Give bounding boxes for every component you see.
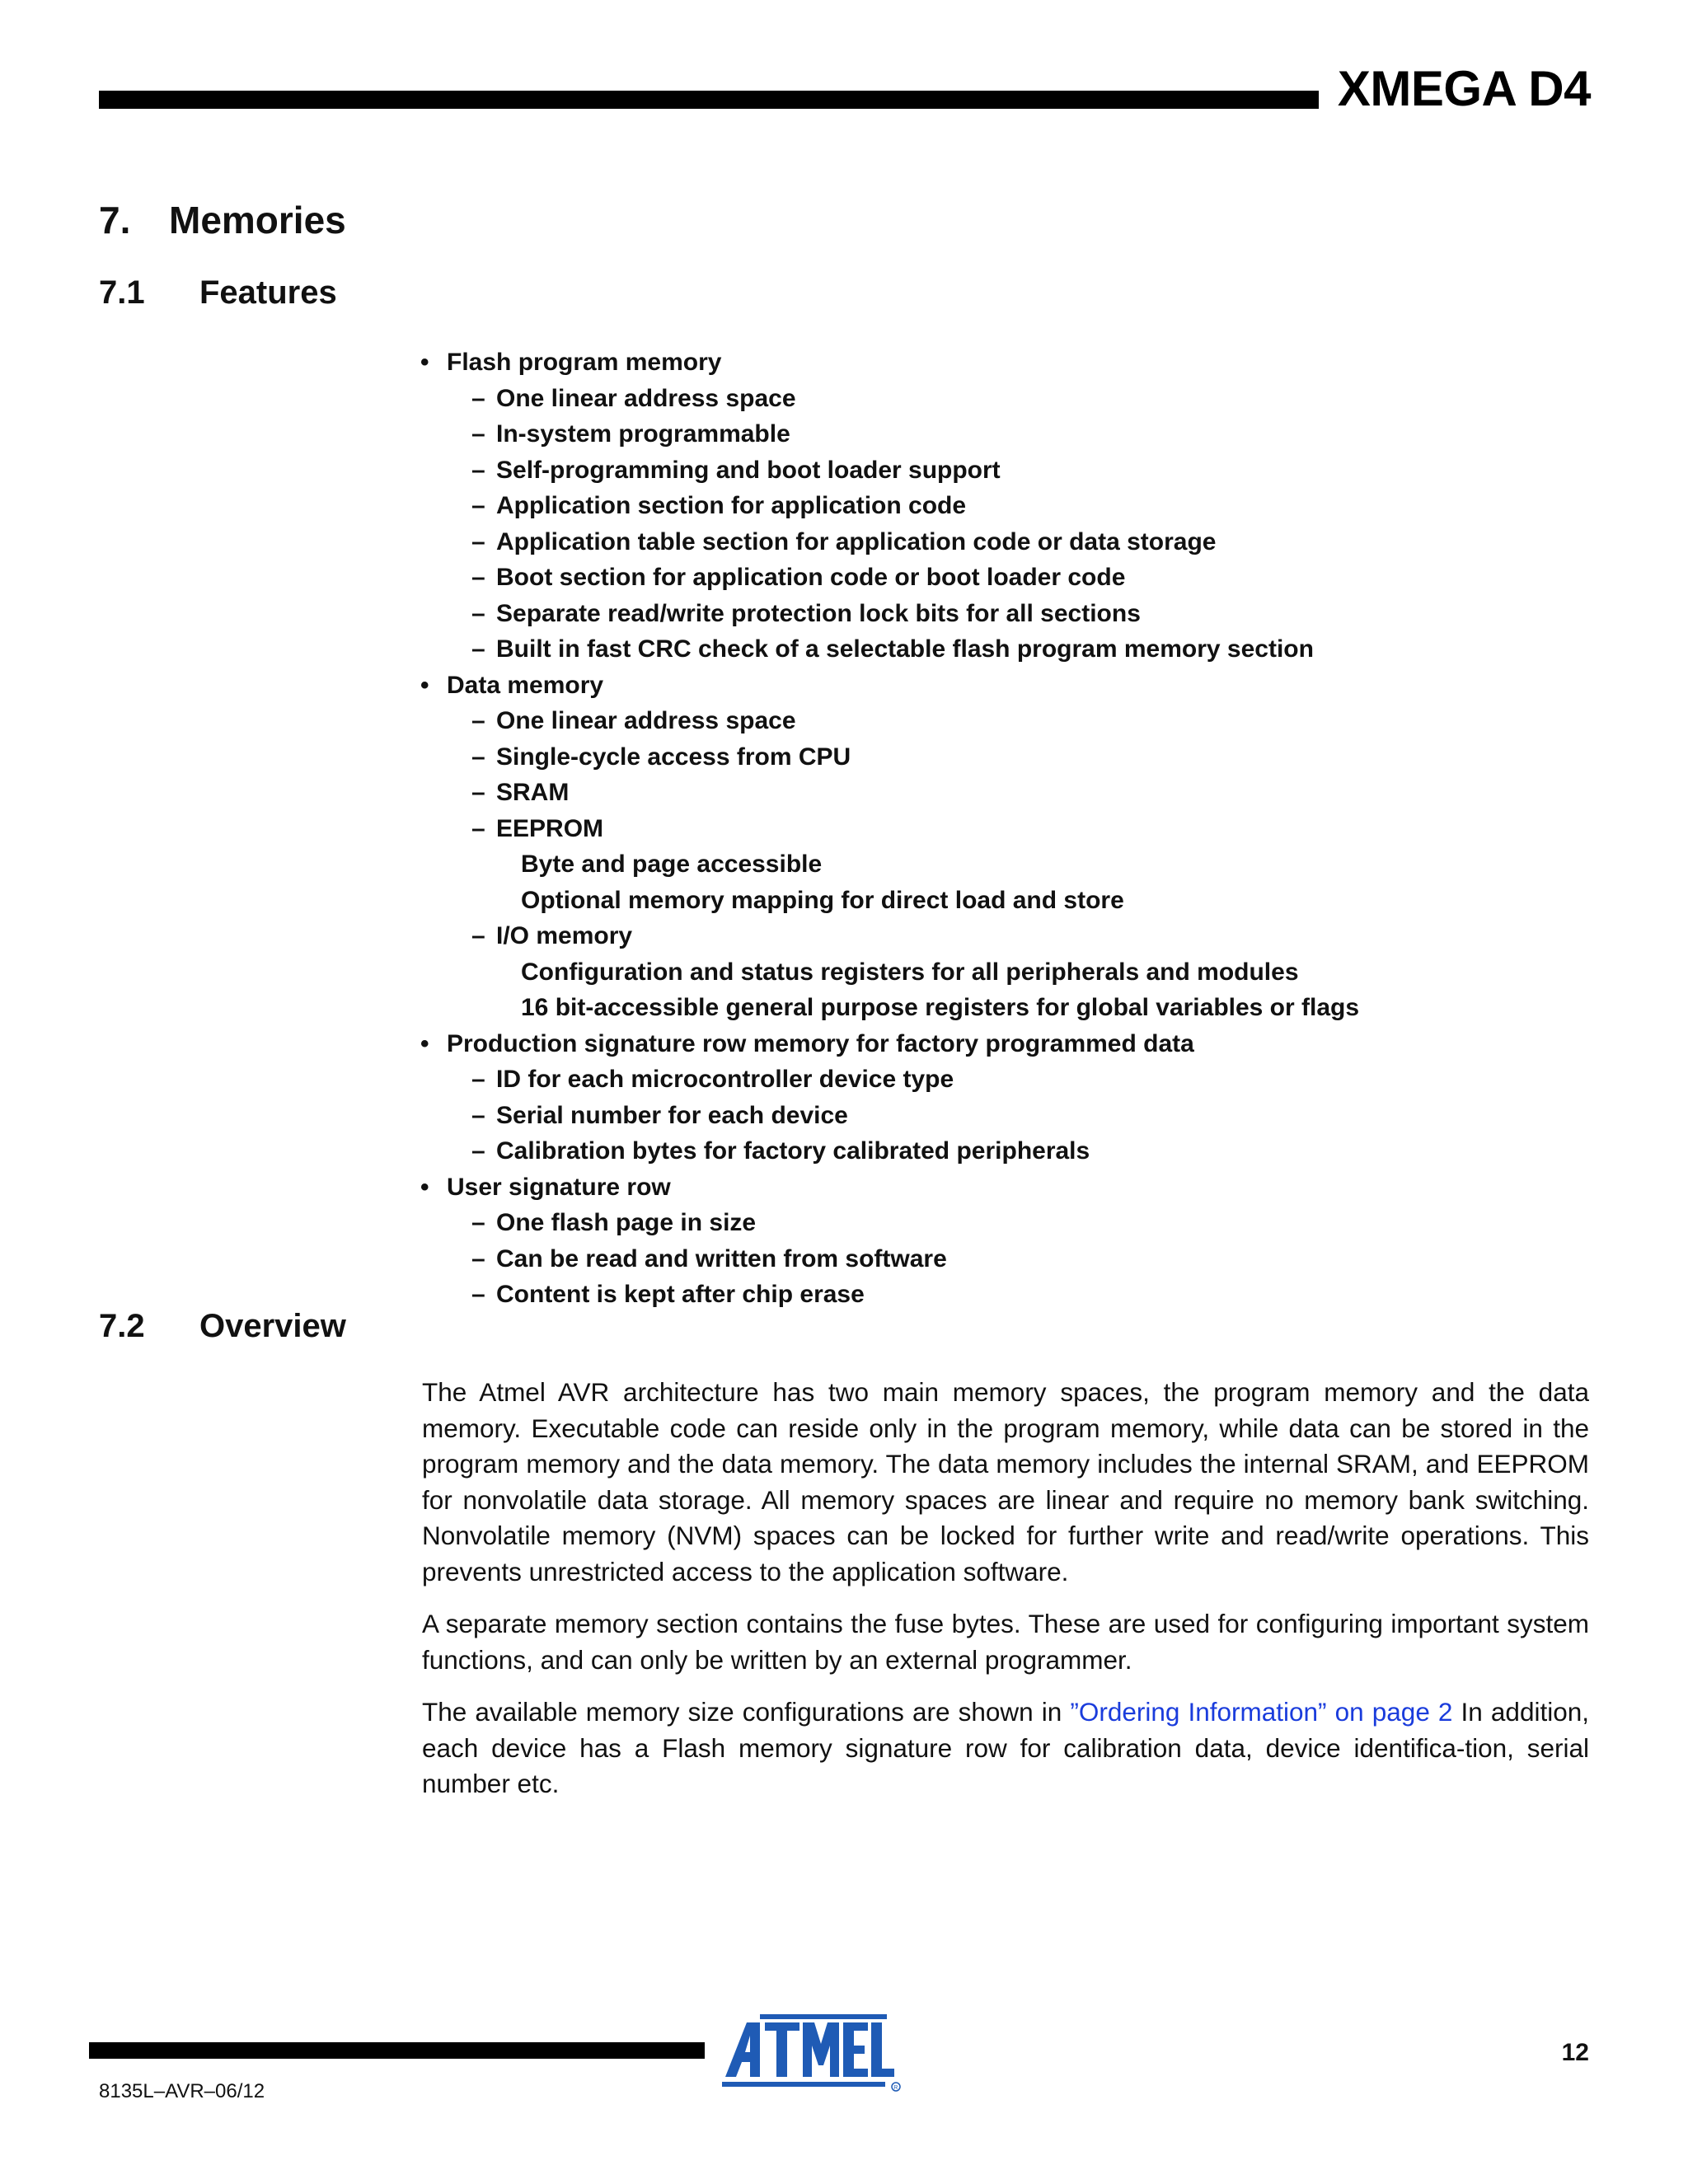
overview-text: The available memory size configurations are shown in bbox=[422, 1697, 1071, 1727]
dash-icon: – bbox=[471, 384, 485, 412]
feature-subitem bbox=[420, 1205, 1574, 1241]
dash-icon: – bbox=[471, 420, 485, 448]
document-title: XMEGA D4 bbox=[1337, 61, 1591, 116]
feature-sublabel: EEPROM bbox=[496, 814, 604, 842]
feature-subitem bbox=[420, 1241, 1574, 1277]
feature-sublabel: Serial number for each device bbox=[496, 1101, 848, 1129]
feature-item bbox=[420, 344, 1574, 381]
overview-number: 7.2 bbox=[99, 1308, 145, 1344]
feature-subitem bbox=[420, 1133, 1574, 1169]
feature-subitem bbox=[420, 596, 1574, 632]
feature-sublabel: Self-programming and boot loader support bbox=[496, 456, 1001, 484]
section-heading bbox=[99, 199, 346, 241]
atmel-logo bbox=[722, 2011, 903, 2093]
overview-title: Overview bbox=[199, 1308, 346, 1344]
dash-icon: – bbox=[471, 1281, 485, 1308]
feature-item bbox=[420, 1026, 1574, 1062]
feature-sublabel: Single-cycle access from CPU bbox=[496, 743, 851, 771]
feature-item bbox=[420, 1169, 1574, 1206]
dash-icon: – bbox=[471, 456, 485, 484]
feature-sublabel: In-system programmable bbox=[496, 420, 790, 448]
overview-paragraph: A separate memory section contains the fuse bytes. These are used for configuring important system functions, and can only be written by an external programmer. bbox=[422, 1609, 1589, 1675]
dash-icon: – bbox=[471, 527, 485, 555]
overview-body bbox=[422, 1375, 1589, 1819]
feature-sublabel: Can be read and written from software bbox=[496, 1244, 947, 1272]
feature-label: Flash program memory bbox=[447, 349, 722, 376]
feature-item bbox=[420, 668, 1574, 704]
dash-icon: – bbox=[471, 1244, 485, 1272]
page-number: 12 bbox=[1561, 2039, 1589, 2066]
feature-subitem bbox=[420, 1098, 1574, 1134]
feature-sublabel: Calibration bytes for factory calibrated peripherals bbox=[496, 1137, 1090, 1165]
dash-icon: – bbox=[471, 779, 485, 806]
overview-paragraph: The Atmel AVR architecture has two main memory spaces, the program memory and the data memory. Executable code can reside only in the program memory, while data can be stored in the program memory and the data memory. The data memory includes the internal SRAM, and EEPROM for nonvolatile data storage. All memory spaces are linear and require no memory bank switching. Nonvolatile memory (NVM) spaces can be locked for further write and read/write operations. This prevents unrestricted access to the application software. bbox=[422, 1377, 1589, 1586]
dash-icon: – bbox=[471, 707, 485, 734]
feature-sublabel: Built in fast CRC check of a selectable flash program memory section bbox=[496, 635, 1314, 663]
dash-icon: – bbox=[471, 922, 485, 949]
dash-icon: – bbox=[471, 564, 485, 591]
feature-detail: Configuration and status registers for all peripherals and modules bbox=[521, 958, 1299, 986]
features-list bbox=[420, 344, 1574, 1313]
feature-subitem bbox=[420, 452, 1574, 489]
ordering-info-link[interactable]: ”Ordering Information” on page 2 bbox=[1070, 1697, 1453, 1727]
feature-sublabel: Application section for application code bbox=[496, 492, 967, 519]
section-title: Memories bbox=[169, 199, 346, 241]
feature-label: Data memory bbox=[447, 671, 604, 699]
bullet-icon: • bbox=[420, 1173, 429, 1201]
overview-text: In addition, each device has a Flash memory signature row for calibration data, device identifica-tion, serial number etc. bbox=[422, 1697, 1589, 1798]
feature-subitem bbox=[420, 775, 1574, 811]
dash-icon: – bbox=[471, 743, 485, 771]
feature-detail: Optional memory mapping for direct load and store bbox=[521, 886, 1124, 914]
feature-sublabel: One flash page in size bbox=[496, 1209, 757, 1236]
feature-subitem bbox=[420, 811, 1574, 847]
feature-subitem bbox=[420, 918, 1574, 954]
dash-icon: – bbox=[471, 1209, 485, 1236]
dash-icon: – bbox=[471, 599, 485, 627]
bullet-icon: • bbox=[420, 671, 429, 699]
atmel-logo-icon bbox=[722, 2011, 903, 2093]
feature-sublabel: Content is kept after chip erase bbox=[496, 1281, 865, 1308]
feature-subitem bbox=[420, 560, 1574, 596]
dash-icon: – bbox=[471, 635, 485, 663]
feature-subitem bbox=[420, 631, 1574, 668]
header-rule bbox=[99, 91, 1319, 109]
feature-subitem bbox=[420, 416, 1574, 452]
feature-sublabel: Application table section for application code or data storage bbox=[496, 527, 1217, 555]
overview-heading bbox=[99, 1308, 346, 1344]
dash-icon: – bbox=[471, 492, 485, 519]
dash-icon: – bbox=[471, 1066, 485, 1093]
bullet-icon: • bbox=[420, 1029, 429, 1057]
feature-sublabel: I/O memory bbox=[496, 922, 633, 949]
dash-icon: – bbox=[471, 1101, 485, 1129]
feature-sublabel: Boot section for application code or boot loader code bbox=[496, 564, 1126, 591]
section-number: 7. bbox=[99, 199, 131, 241]
overview-paragraph bbox=[422, 1694, 1589, 1802]
feature-sublabel: One linear address space bbox=[496, 707, 796, 734]
feature-sublabel: ID for each microcontroller device type bbox=[496, 1066, 954, 1093]
features-heading bbox=[99, 274, 337, 311]
feature-detail: 16 bit-accessible general purpose registers for global variables or flags bbox=[521, 994, 1360, 1021]
dash-icon: – bbox=[471, 1137, 485, 1165]
feature-sublabel: One linear address space bbox=[496, 384, 796, 412]
feature-subitem bbox=[420, 488, 1574, 524]
feature-subitem bbox=[420, 703, 1574, 739]
footer-rule bbox=[89, 2042, 705, 2059]
feature-sublabel: Separate read/write protection lock bits for all sections bbox=[496, 599, 1141, 627]
features-number: 7.1 bbox=[99, 274, 145, 311]
feature-subitem bbox=[420, 524, 1574, 560]
svg-text:R: R bbox=[893, 2085, 898, 2091]
feature-subitem bbox=[420, 1277, 1574, 1313]
feature-sublabel: SRAM bbox=[496, 779, 570, 806]
document-id: 8135L–AVR–06/12 bbox=[99, 2080, 265, 2102]
feature-label: User signature row bbox=[447, 1173, 671, 1201]
feature-subitem bbox=[420, 1062, 1574, 1098]
feature-subitem bbox=[420, 739, 1574, 776]
feature-detail: Byte and page accessible bbox=[521, 851, 823, 878]
feature-label: Production signature row memory for factory programmed data bbox=[447, 1029, 1194, 1057]
bullet-icon: • bbox=[420, 349, 429, 376]
feature-subitem bbox=[420, 381, 1574, 417]
dash-icon: – bbox=[471, 814, 485, 842]
features-title: Features bbox=[199, 274, 337, 311]
